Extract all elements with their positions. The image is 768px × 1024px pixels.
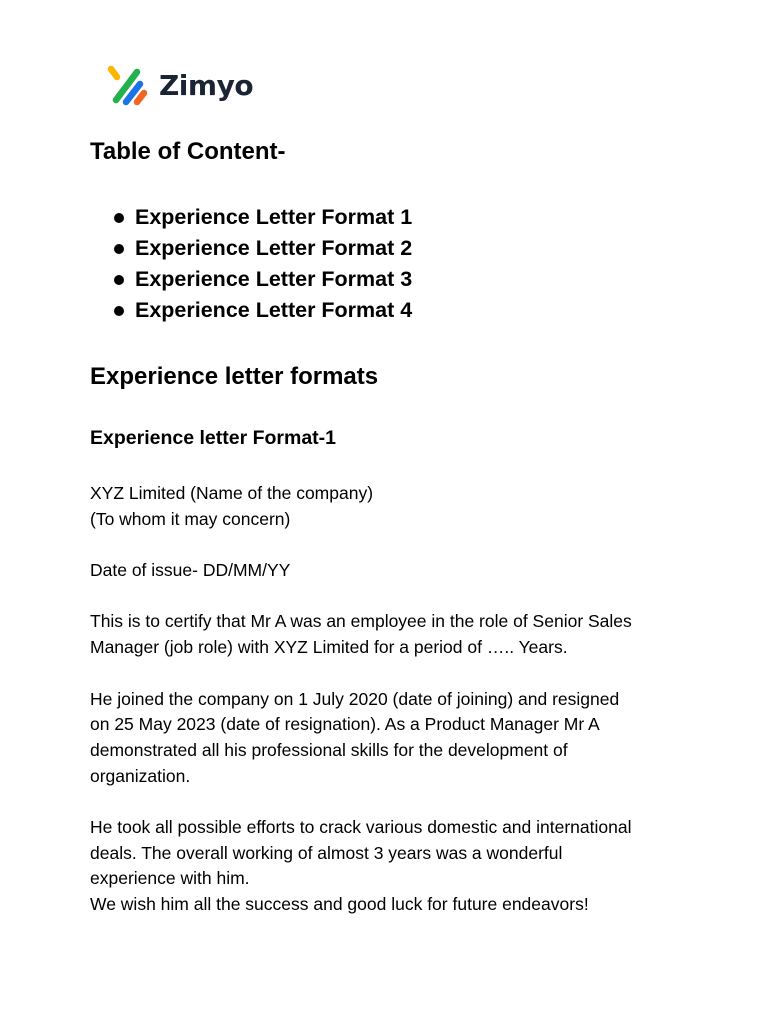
toc-item-format-3[interactable]: [90, 264, 412, 295]
zimyo-logo: [106, 63, 253, 109]
paragraph-tenure: [90, 687, 690, 790]
paragraph-line: deals. The overall working of almost 3 years was a wonderful: [90, 842, 563, 863]
toc-list: [90, 202, 412, 326]
paragraph-line: He took all possible efforts to crack various domestic and international: [90, 817, 632, 838]
paragraph-certification: [90, 609, 690, 660]
toc-item-label: Experience Letter Format 2: [135, 236, 413, 260]
paragraph-line: demonstrated all his professional skills for the development of: [90, 739, 568, 760]
bullet-icon: [114, 213, 124, 223]
bullet-icon: [114, 275, 124, 285]
brand-name: Zimyo: [159, 69, 254, 102]
toc-item-format-1[interactable]: [90, 202, 412, 233]
format-1-title: Experience letter Format-1: [90, 427, 337, 449]
section-title: Experience letter formats: [90, 363, 379, 390]
zimyo-logo-mark-icon: [106, 63, 150, 109]
salutation-text: (To whom it may concern): [90, 508, 291, 529]
letter-body: [90, 481, 690, 918]
paragraph-line: experience with him.: [90, 868, 250, 889]
bullet-icon: [114, 306, 124, 316]
paragraph-line: We wish him all the success and good luck for future endeavors!: [90, 894, 589, 915]
company-line: [90, 481, 690, 532]
paragraph-line: organization.: [90, 765, 191, 786]
toc-item-format-4[interactable]: [90, 295, 412, 326]
toc-item-format-2[interactable]: [90, 233, 412, 264]
toc-item-label: Experience Letter Format 3: [135, 267, 413, 291]
paragraph-closing: [90, 815, 690, 918]
bullet-icon: [114, 244, 124, 254]
toc-item-label: Experience Letter Format 4: [135, 298, 413, 322]
company-line-text: XYZ Limited (Name of the company): [90, 483, 374, 503]
toc-title: Table of Content-: [90, 138, 286, 165]
date-line: [90, 558, 690, 584]
paragraph-line: Manager (job role) with XYZ Limited for a period of ….. Years.: [90, 637, 568, 658]
toc-item-label: Experience Letter Format 1: [135, 205, 413, 229]
paragraph-line: on 25 May 2023 (date of resignation). As a Product Manager Mr A: [90, 714, 600, 735]
paragraph-line: He joined the company on 1 July 2020 (date of joining) and resigned: [90, 688, 620, 709]
paragraph-line: This is to certify that Mr A was an employee in the role of Senior Sales: [90, 611, 632, 632]
date-line-text: Date of issue- DD/MM/YY: [90, 560, 291, 581]
